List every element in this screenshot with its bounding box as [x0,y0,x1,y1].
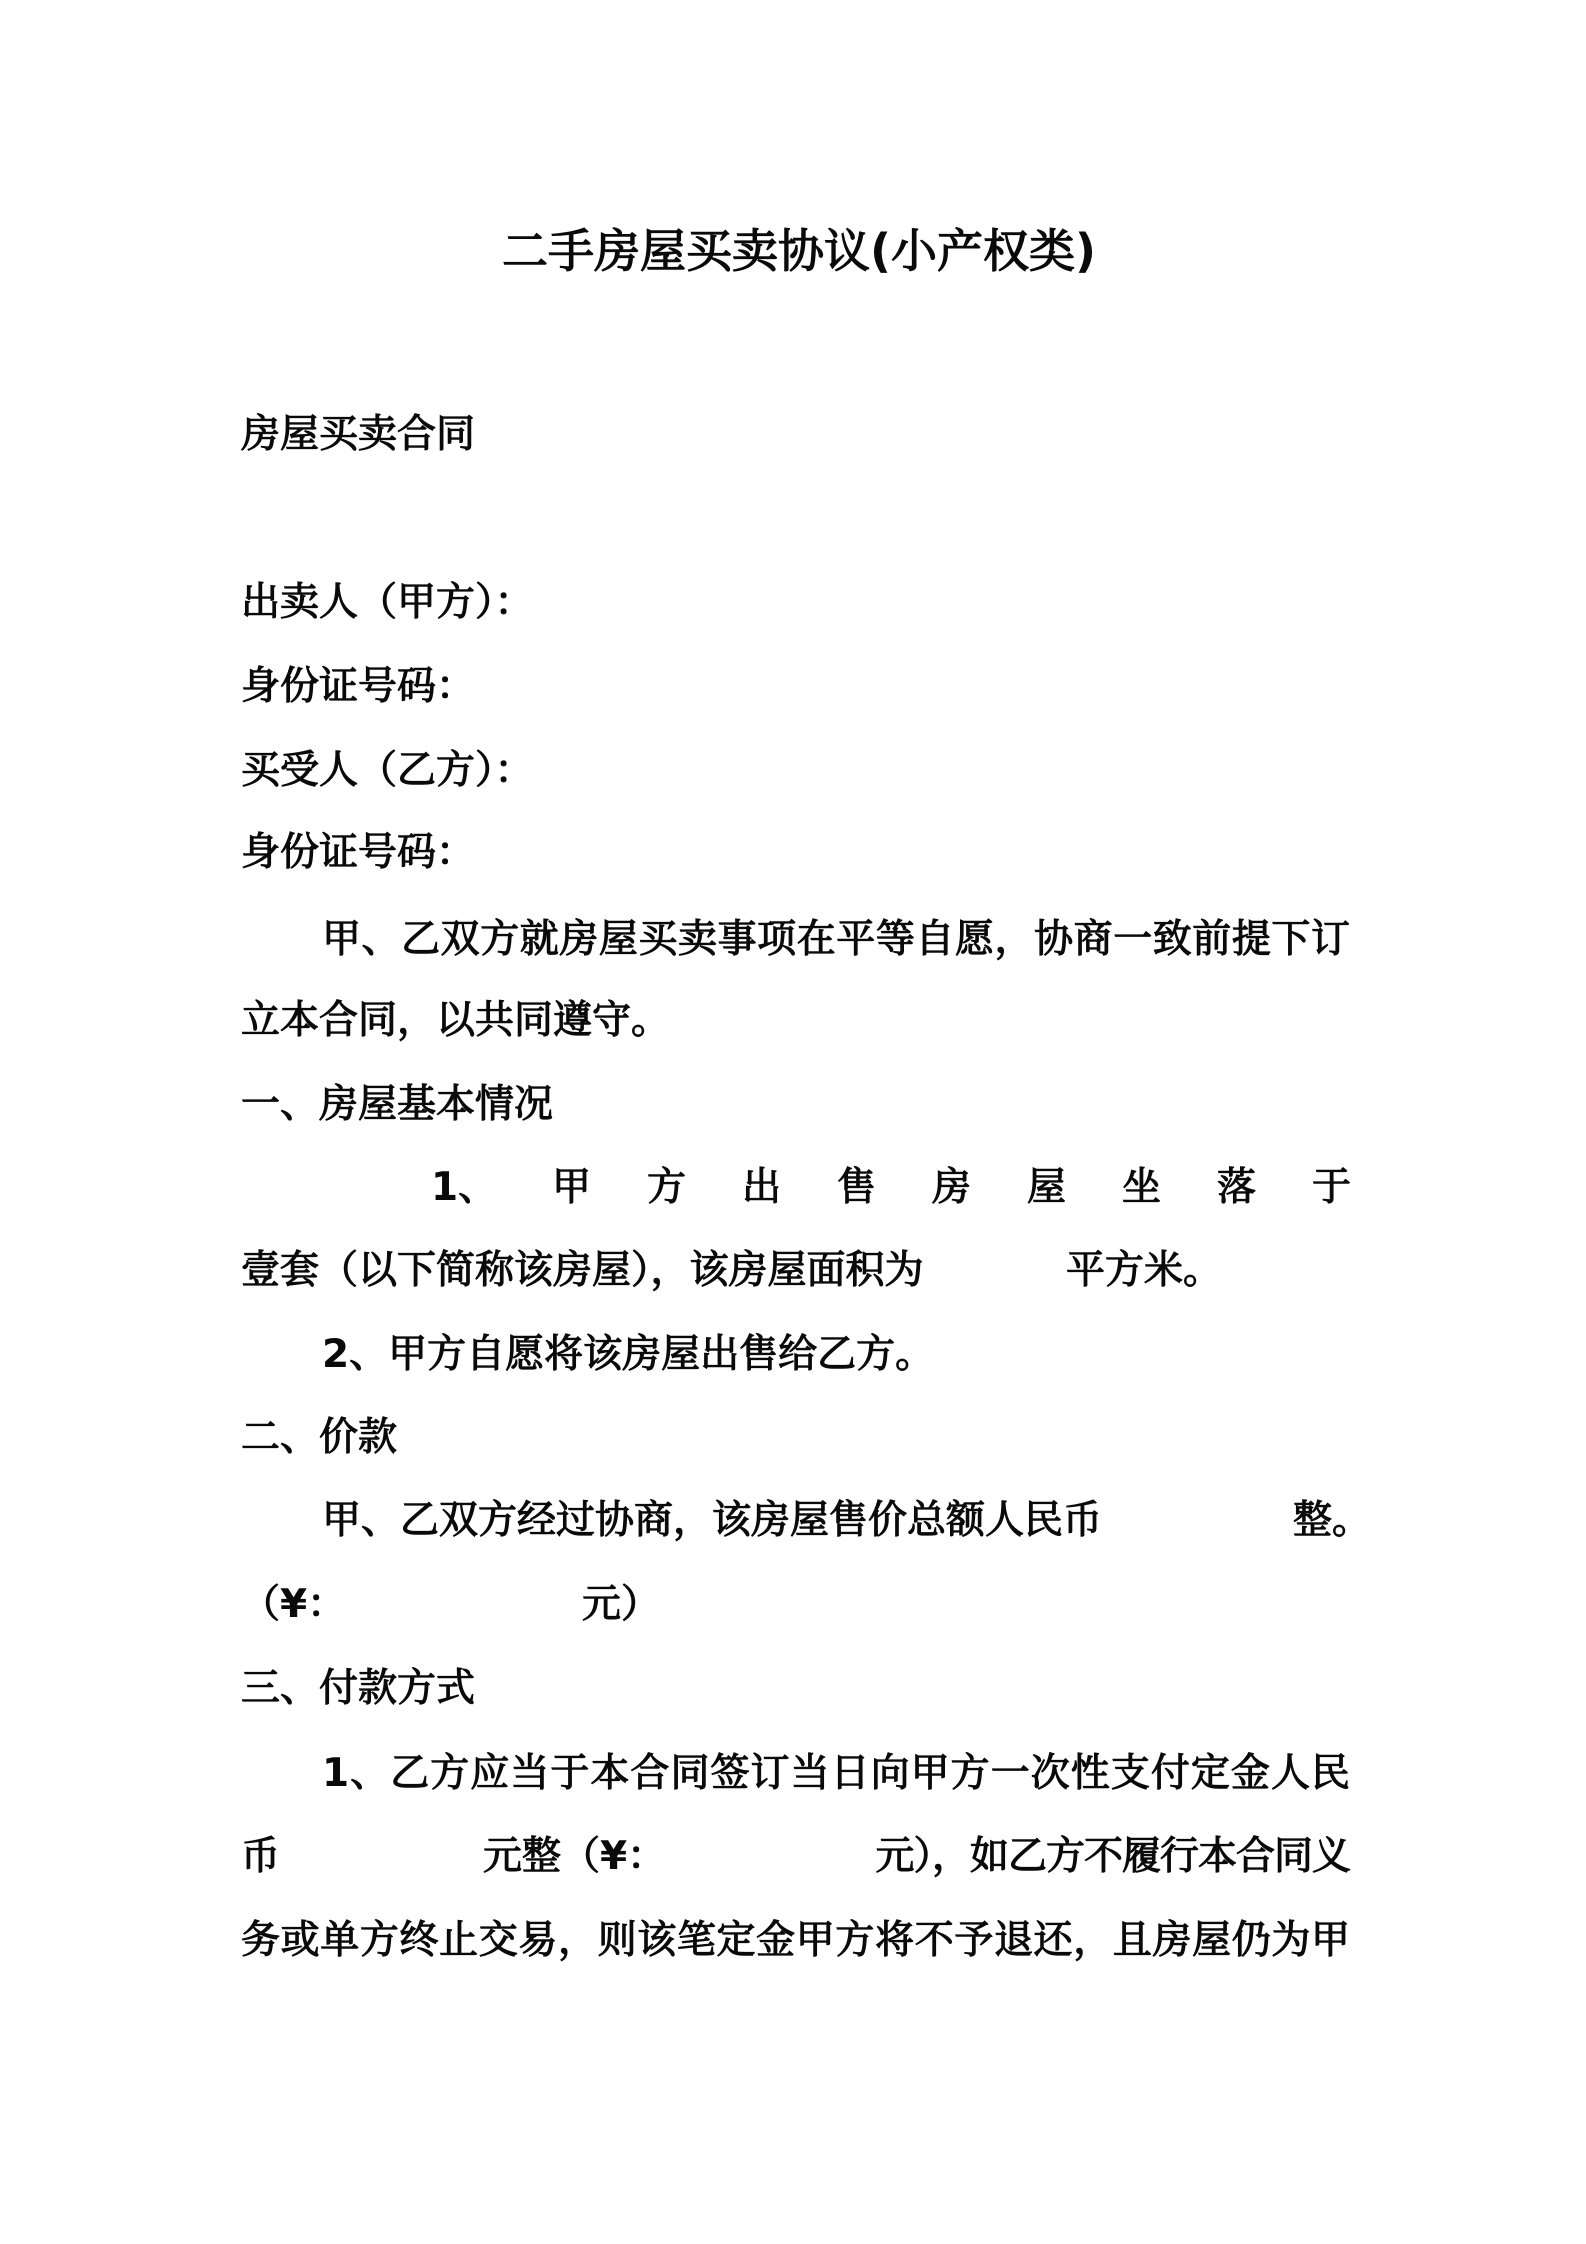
price-amount-suffix: 元） [582,1582,661,1627]
payment-currency: 币 [241,1834,281,1879]
document-title: 二手房屋买卖协议(小产权类) [501,224,1097,278]
price-total-text: 甲、乙双方经过协商，该房屋售价总额人民币 [322,1498,1103,1543]
section-heading: 一、房屋基本情况 [241,1082,554,1127]
house-location-text: 甲方出售房屋坐落于 [552,1165,1408,1210]
payment-clause-line: 元），如乙方不履行本合同义 [875,1834,1350,1879]
clause-number: 1、 [431,1165,498,1210]
section-heading: 二、价款 [241,1415,398,1460]
price-total-suffix: 整。 [1293,1498,1372,1543]
price-amount-prefix: （¥： [241,1582,347,1627]
house-area-text: 壹套（以下简称该房屋），该房屋面积为 [241,1248,924,1293]
preamble-line: 立本合同，以共同遵守。 [241,998,671,1043]
house-area-unit: 平方米。 [1066,1248,1223,1293]
contract-name: 房屋买卖合同 [241,412,476,457]
buyer-label: 买受人（乙方）： [241,748,534,793]
payment-deposit-unit: 元整（¥： [483,1834,667,1879]
preamble-line: 甲、乙双方就房屋买卖事项在平等自愿，协商一致前提下订 [322,917,1350,962]
section-heading: 三、付款方式 [241,1666,476,1711]
payment-clause-line: 务或单方终止交易，则该笔定金甲方将不予退还，且房屋仍为甲 [241,1918,1350,1963]
buyer-id-label: 身份证号码： [241,830,476,875]
seller-id-label: 身份证号码： [241,664,476,709]
payment-clause-line: 1、乙方应当于本合同签订当日向甲方一次性支付定金人民 [322,1751,1350,1796]
clause-text: 2、甲方自愿将该房屋出售给乙方。 [322,1332,935,1377]
seller-label: 出卖人（甲方）： [241,580,534,625]
